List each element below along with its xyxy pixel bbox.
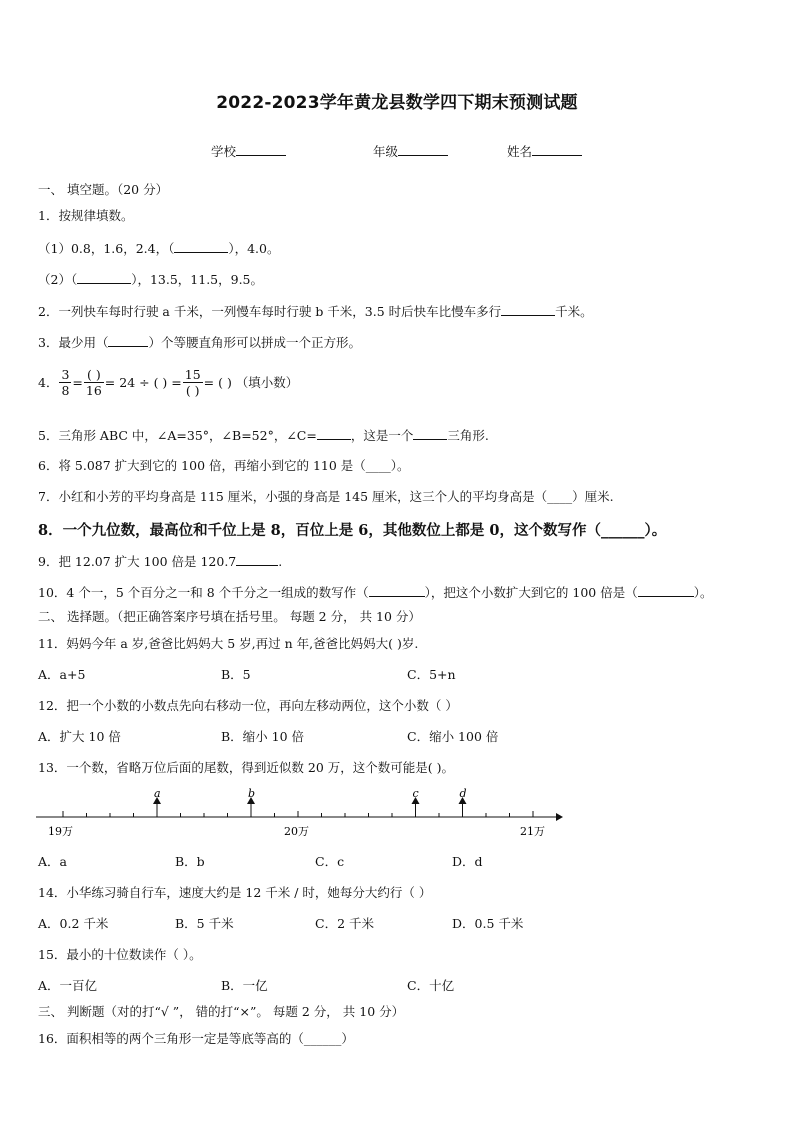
question-11[interactable]: 11．妈妈今年 a 岁,爸爸比妈妈大 5 岁,再过 n 年,爸爸比妈妈大( )岁. <box>38 636 419 651</box>
section3-header: 三、 判断题（对的打“√ ”， 错的打“×”。 每题 2 分， 共 10 分） <box>38 1004 405 1019</box>
fraction-2[interactable]: $\frac{( )}{16}$ <box>85 367 102 398</box>
answer-blank[interactable] <box>77 271 131 284</box>
name-field[interactable] <box>507 142 582 160</box>
page-title: 2022-2023学年黄龙县数学四下期末预测试题 <box>216 93 578 113</box>
answer-blank[interactable] <box>501 303 555 316</box>
option-13-c[interactable]: C．c <box>315 854 345 869</box>
tick-label-19: 19万 <box>48 825 73 838</box>
school-label: 学校 <box>211 144 237 159</box>
fraction-3[interactable]: $\frac{15}{( )}$ <box>184 367 201 398</box>
school-field[interactable] <box>211 142 286 160</box>
question-12[interactable]: 12．把一个小数的小数点先向右移动一位，再向左移动两位，这个小数（ ） <box>38 698 458 713</box>
option-14-c[interactable]: C．2 千米 <box>315 916 374 931</box>
question-8[interactable]: 8．一个九位数，最高位和千位上是 8，百位上是 6，其他数位上都是 0，这个数写作（______）。 <box>38 522 667 539</box>
answer-blank[interactable] <box>369 584 425 597</box>
answer-blank[interactable] <box>638 584 694 597</box>
point-label-c: c <box>412 787 419 800</box>
answer-blank[interactable] <box>317 427 351 440</box>
number-line <box>30 783 570 843</box>
question-7[interactable]: 7．小红和小芳的平均身高是 115 厘米，小强的身高是 145 厘米，这三个人的平均身高是（____）厘米. <box>38 489 614 504</box>
question-9: 9．把 12.07 扩大 100 倍是 120.7 . <box>38 554 283 569</box>
question-1-2: （2）（ ），13.5，11.5，9.5。 <box>38 272 263 287</box>
option-11-a[interactable]: A．a+5 <box>38 667 86 682</box>
tick-label-21: 21万 <box>520 825 545 838</box>
tick-label-20: 20万 <box>284 825 309 838</box>
option-13-d[interactable]: D．d <box>452 854 483 869</box>
school-blank[interactable] <box>236 143 286 156</box>
question-5: 5．三角形 ABC 中，∠A=35°，∠B=52°，∠C= ，这是一个 三角形. <box>38 428 489 443</box>
section2-header: 二、 选择题。（把正确答案序号填在括号里。 每题 2 分， 共 10 分） <box>38 609 421 624</box>
answer-blank[interactable] <box>236 553 278 566</box>
question-10: 10．4 个一，5 个百分之一和 8 个千分之一组成的数写作（ ），把这个小数扩大到它的 100 倍是（ ）。 <box>38 585 713 600</box>
point-label-d: d <box>459 787 467 800</box>
option-14-b[interactable]: B．5 千米 <box>175 916 234 931</box>
question-16[interactable]: 16．面积相等的两个三角形一定是等底等高的（______） <box>38 1031 354 1046</box>
grade-field[interactable] <box>373 142 448 160</box>
question-13[interactable]: 13．一个数，省略万位后面的尾数，得到近似数 20 万，这个数可能是( )。 <box>38 760 454 775</box>
question-1: 1．按规律填数。 <box>38 208 134 223</box>
section1-header: 一、 填空题。（20 分） <box>38 182 169 197</box>
option-15-a[interactable]: A．一百亿 <box>38 978 98 993</box>
answer-blank[interactable] <box>413 427 447 440</box>
question-14[interactable]: 14．小华练习骑自行车，速度大约是 12 千米 / 时，她每分大约行（ ） <box>38 885 432 900</box>
question-1-1: （1）0.8，1.6，2.4，（ ），4.0。 <box>38 241 280 256</box>
point-label-b: b <box>248 787 256 800</box>
name-blank[interactable] <box>532 143 582 156</box>
question-4: 4． $\frac{3}{8}$ = $\frac{( )}{16}$ = 24 ÷ ( ) = $\frac{15}{( )}$ = ( ) （填小数） <box>38 367 299 398</box>
question-15[interactable]: 15．最小的十位数读作（ ）。 <box>38 947 202 962</box>
fraction-1: $\frac{3}{8}$ <box>61 367 70 398</box>
grade-label: 年级 <box>373 144 399 159</box>
option-11-b[interactable]: B．5 <box>221 667 251 682</box>
option-12-c[interactable]: C．缩小 100 倍 <box>407 729 499 744</box>
option-15-c[interactable]: C．十亿 <box>407 978 455 993</box>
question-6[interactable]: 6．将 5.087 扩大到它的 100 倍，再缩小到它的 110 是（____）。 <box>38 458 410 473</box>
option-13-a[interactable]: A．a <box>38 854 67 869</box>
option-12-b[interactable]: B．缩小 10 倍 <box>221 729 305 744</box>
grade-blank[interactable] <box>398 143 448 156</box>
question-3: 3．最少用（ ）个等腰直角形可以拼成一个正方形。 <box>38 335 361 350</box>
point-label-a: a <box>154 787 161 800</box>
option-14-a[interactable]: A．0.2 千米 <box>38 916 109 931</box>
question-2: 2．一列快车每时行驶 a 千米，一列慢车每时行驶 b 千米，3.5 时后快车比慢车多行 千米。 <box>38 304 593 319</box>
option-11-c[interactable]: C．5+n <box>407 667 456 682</box>
option-12-a[interactable]: A．扩大 10 倍 <box>38 729 121 744</box>
name-label: 姓名 <box>507 144 533 159</box>
answer-blank[interactable] <box>108 334 148 347</box>
option-15-b[interactable]: B．一亿 <box>221 978 268 993</box>
answer-blank[interactable] <box>174 240 228 253</box>
option-13-b[interactable]: B．b <box>175 854 205 869</box>
option-14-d[interactable]: D．0.5 千米 <box>452 916 524 931</box>
